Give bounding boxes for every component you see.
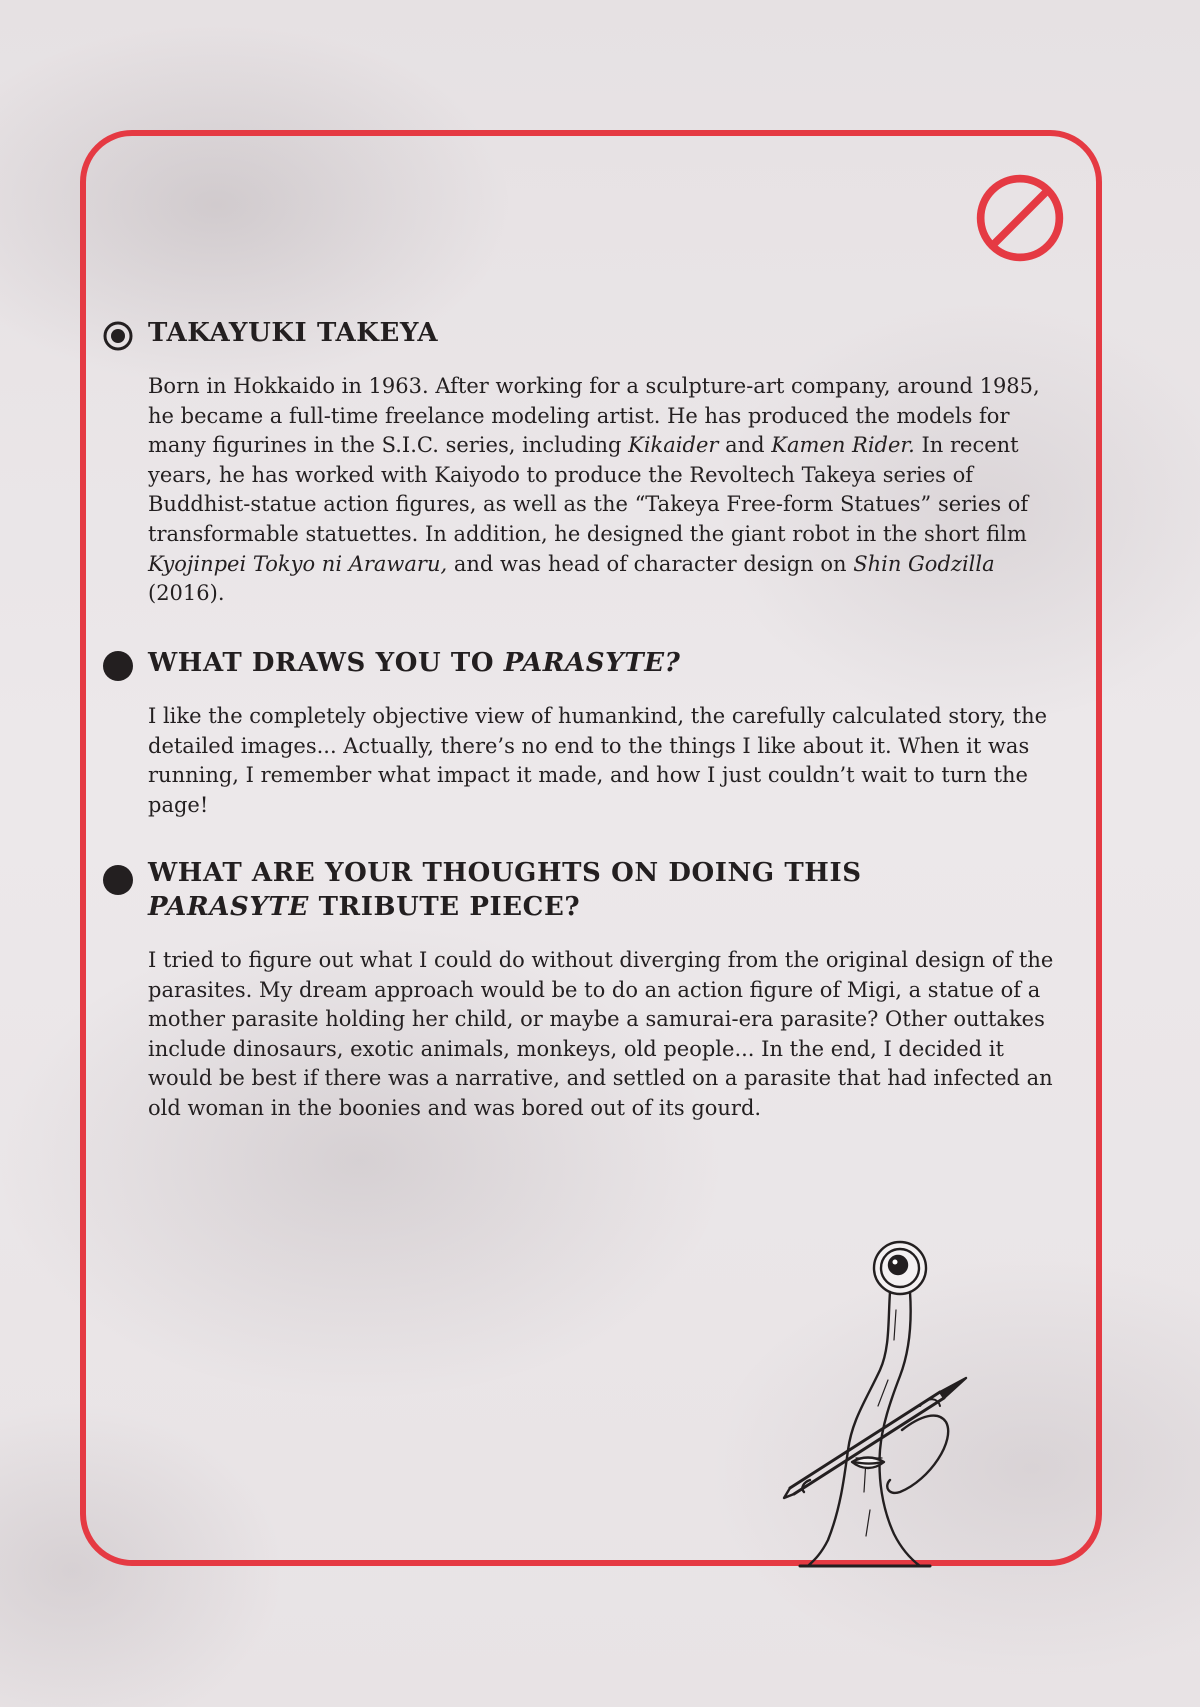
- prohibition-icon: [972, 170, 1068, 266]
- kyojinpei-title: Kyojinpei Tokyo ni Arawaru,: [148, 551, 448, 576]
- question-1-answer: I like the completely objective view of humankind, the carefully calculated story, the detailed images... Actually, there’s no end to the things I like about it. When it was running, I remember what impact it made, and how I just couldn’t wait to turn the page!: [148, 704, 1048, 817]
- bio-heading-row: [102, 316, 1062, 350]
- question-2-answer: I tried to figure out what I could do without diverging from the original design of the parasites. My dream approach would be to do an action figure of Migi, a statue of a mother parasite holding her child, or maybe a samurai-era parasite? Other outtakes include dinosaurs, exotic animals, monkeys, old people... In the end, I decided it would be best if there was a narrative, and settled on a parasite that had infected an old woman in the boonies and was bored out of its gourd.: [148, 948, 1054, 1120]
- question-1-heading: WHAT DRAWS YOU TO PARASYTE?: [148, 648, 681, 678]
- question-1-section: [102, 646, 1062, 820]
- bio-paragraph: Born in Hokkaido in 1963. After working for a sculpture-art company, around 1985, he became a full-time freelance modeling artist. He has produced the models for many figurines in the S.I.C. series, including Kikaider and Kamen Rider. In recent years, he has worked with Kaiyodo to produce the Revoltech Takeya series of Buddhist-statue action figures, as well as the “Takeya Free-form Statues” series of transformable statuettes. In addition, he designed the giant robot in the short film Kyojinpei Tokyo ni Arawaru, and was head of character design on Shin Godzilla (2016).: [148, 374, 1040, 606]
- question-2-heading-row: [102, 856, 1062, 924]
- question-1-heading-row: [102, 646, 1062, 680]
- parasite-illustration: [770, 1230, 1020, 1570]
- kikaider-title: Kikaider: [628, 433, 719, 458]
- kamen-rider-title: Kamen Rider.: [771, 433, 915, 458]
- bio-section: [102, 316, 1062, 609]
- filled-circle-icon: [102, 650, 134, 682]
- shin-godzilla-title: Shin Godzilla: [853, 551, 995, 576]
- question-2-heading: WHAT ARE YOUR THOUGHTS ON DOING THIS PARASYTE TRIBUTE PIECE?: [148, 858, 862, 922]
- filled-circle-icon: [102, 864, 134, 896]
- question-2-section: [102, 856, 1062, 1124]
- target-circle-icon: [102, 320, 134, 352]
- bio-heading: TAKAYUKI TAKEYA: [148, 318, 439, 348]
